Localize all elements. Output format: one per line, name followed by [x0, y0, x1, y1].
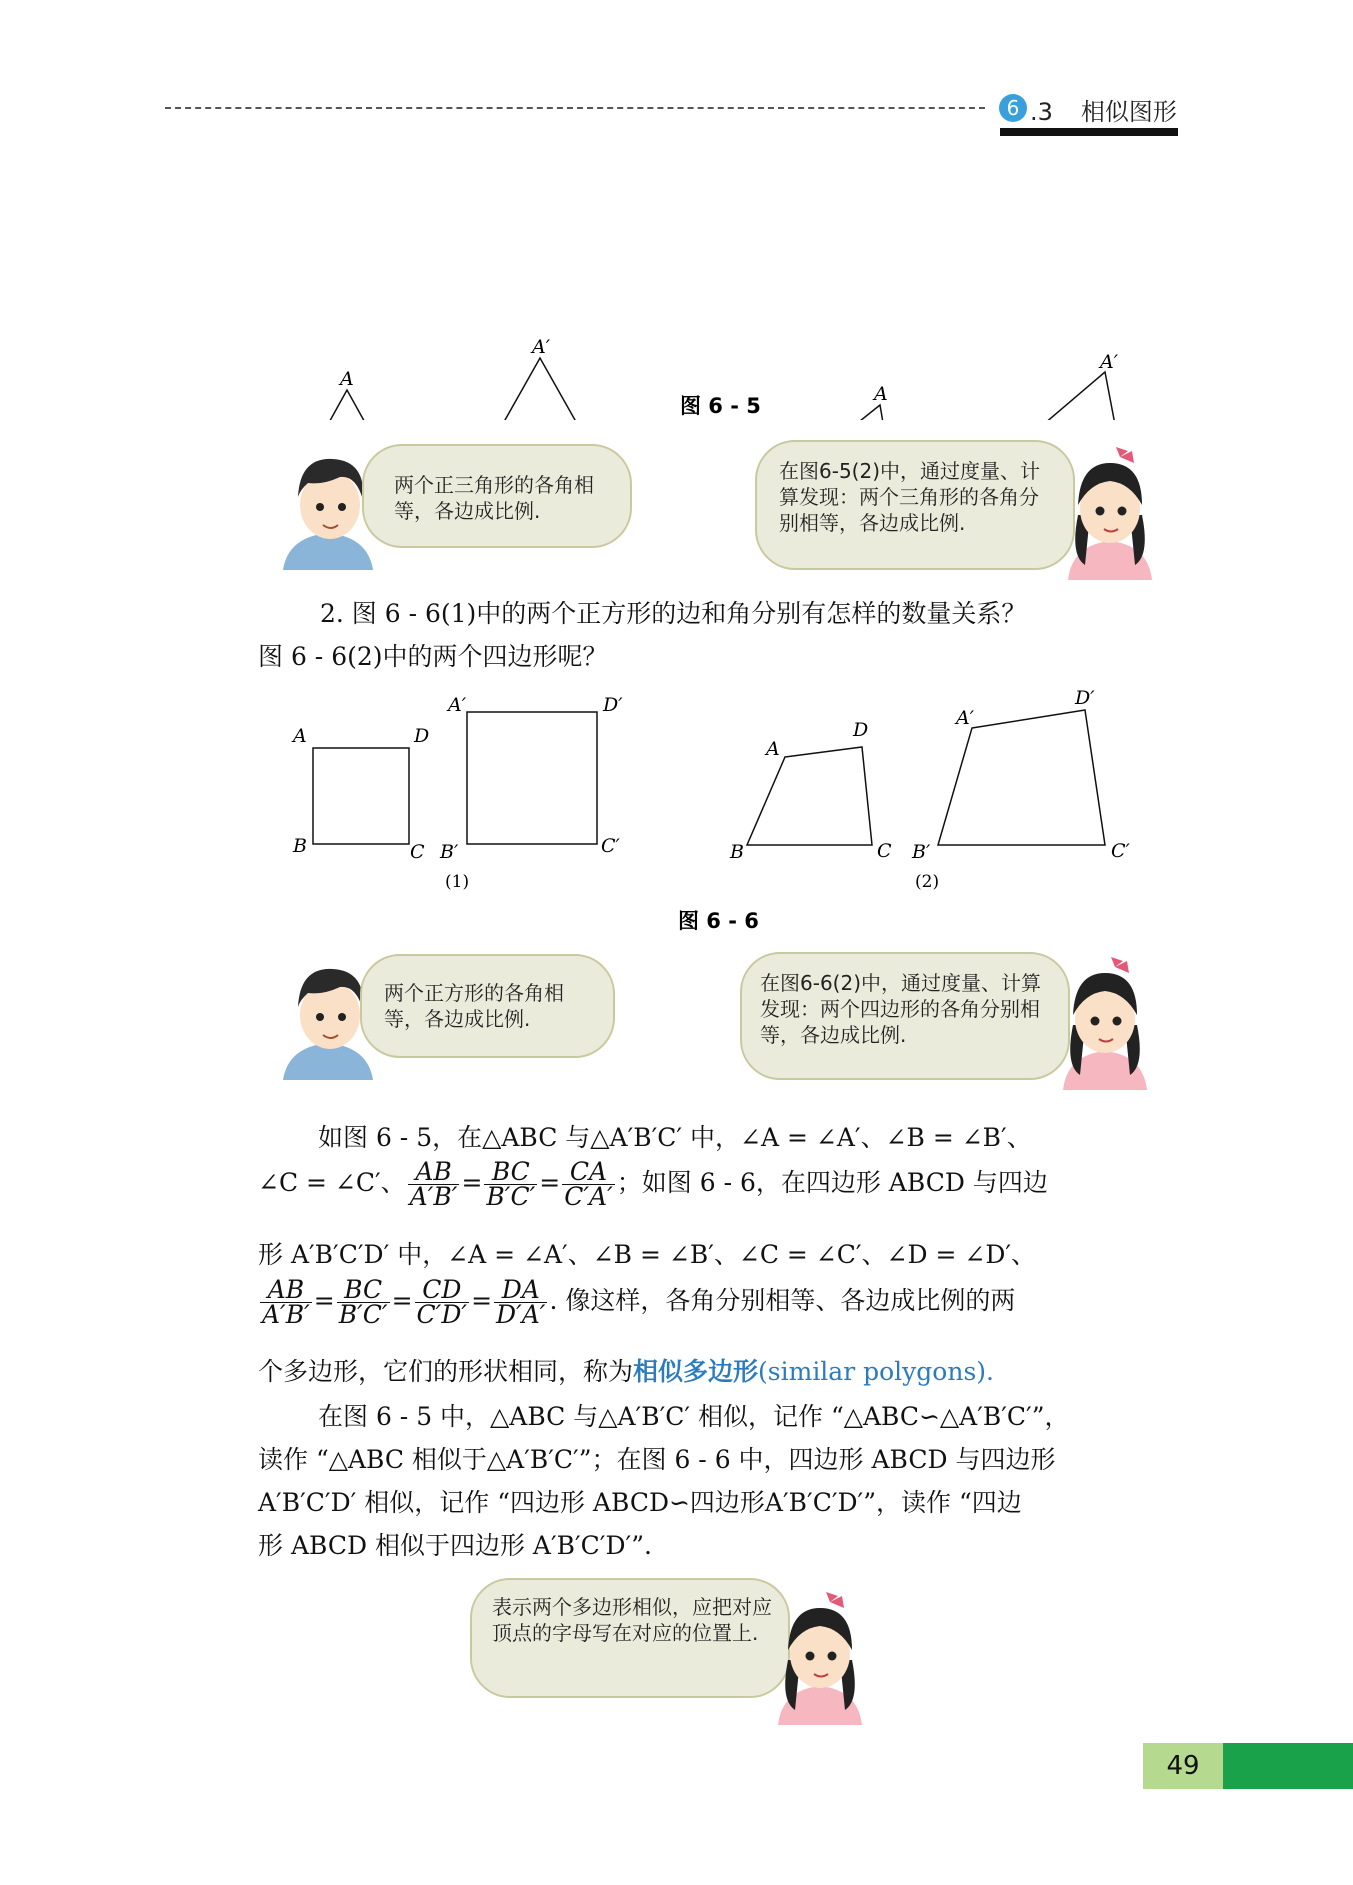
fraction-ca: $\frac{CA}{C'A'}$ — [564, 1157, 613, 1211]
fraction-bc: $\frac{BC}{B'C'}$ — [486, 1157, 536, 1211]
para1-line2: ∠C = ∠C′、 $\frac{AB}{A'B'}$ = $\frac{BC}{B'C'}$ = $\frac{CA}{C'A'}$ ；如图 6 - 6，在四边形 ABCD 与四边 — [258, 1157, 1048, 1211]
speech-bubble-1: 两个正三角形的各角相等，各边成比例. — [362, 444, 632, 548]
sq-label-B: B — [293, 835, 307, 857]
page-number: 49 — [1143, 1743, 1223, 1789]
header-bar — [1000, 128, 1178, 136]
section-title: .3 相似图形 — [1030, 98, 1177, 126]
girl-avatar-2 — [1055, 955, 1155, 1090]
label-A-2: A — [874, 383, 888, 405]
fraction-ab: $\frac{AB}{A'B'}$ — [409, 1157, 458, 1211]
fraction-cd: $\frac{CD}{C'D'}$ — [416, 1275, 468, 1329]
para1-line3: 形 A′B′C′D′ 中，∠A = ∠A′、∠B = ∠B′、∠C = ∠C′、∠D = ∠D′、 — [258, 1240, 1037, 1269]
sq-label-C-prime: C′ — [601, 835, 620, 857]
para1-line1: 如图 6 - 5，在△ABC 与△A′B′C′ 中，∠A = ∠A′、∠B = ∠B′、 — [318, 1123, 1032, 1152]
quad-abcd — [747, 747, 872, 845]
sq-label-D-prime: D′ — [603, 694, 623, 716]
para1-line5: 个多边形，它们的形状相同，称为相似多边形(similar polygons). — [258, 1357, 994, 1386]
speech-bubble-5: 表示两个多边形相似，应把对应顶点的字母写在对应的位置上. — [470, 1578, 790, 1698]
speech-bubble-2: 在图6-5(2)中，通过度量、计算发现：两个三角形的各角分别相等，各边成比例. — [755, 440, 1075, 570]
triangle-a2b2c2-equilateral — [470, 358, 610, 420]
subcaption-6-6-2: (2) — [915, 872, 940, 892]
para1-line4: $\frac{AB}{A'B'}$ = $\frac{BC}{B'C'}$ = $\frac{CD}{C'D'}$ = $\frac{DA}{D'A'}$ . 像这样，各角分别相等、各边成比例的两 — [262, 1275, 1016, 1329]
subcaption-6-6-1: (1) — [445, 872, 470, 892]
fraction-ab-2: $\frac{AB}{A'B'}$ — [262, 1275, 310, 1329]
page-number-bar — [1223, 1743, 1353, 1789]
term-english: (similar polygons). — [758, 1357, 994, 1386]
speech-bubble-4: 在图6-6(2)中，通过度量、计算发现：两个四边形的各角分别相等，各边成比例. — [740, 952, 1070, 1080]
label-A-prime: A′ — [532, 336, 551, 358]
sq-label-C: C — [410, 841, 425, 863]
sq-label-A: A — [293, 725, 307, 747]
girl-avatar — [1060, 445, 1160, 580]
quad-a2b2c2d2 — [938, 710, 1105, 845]
triangle-a2b2c2-scalene — [963, 372, 1128, 420]
figure-caption: 图 6 - 5 — [680, 394, 761, 418]
quad-label-D: D — [853, 719, 869, 741]
section-number-badge: 6 — [999, 94, 1027, 122]
para2-line3: A′B′C′D′ 相似，记作 “四边形 ABCD∽四边形A′B′C′D′”，读作 “四边 — [258, 1488, 1022, 1517]
sq-label-D: D — [414, 725, 430, 747]
question-2-line2: 图 6 - 6(2)中的两个四边形呢？ — [258, 642, 608, 671]
quad-label-C-prime: C′ — [1111, 840, 1130, 862]
square-abcd — [313, 748, 409, 844]
quad-label-A: A — [766, 738, 780, 760]
label-A-prime-2: A′ — [1100, 351, 1119, 373]
question-2-line1: 2. 图 6 - 6(1)中的两个正方形的边和角分别有怎样的数量关系？ — [320, 599, 1027, 628]
header-dashed-rule — [165, 107, 985, 109]
sq-label-B-prime: B′ — [440, 841, 459, 863]
triangle-abc-equilateral — [296, 390, 398, 420]
sq-label-A-prime: A′ — [448, 694, 467, 716]
para2-line4: 形 ABCD 相似于四边形 A′B′C′D′”. — [258, 1531, 652, 1560]
para2-line1: 在图 6 - 5 中，△ABC 与△A′B′C′ 相似，记作 “△ABC∽△A′B′C′”， — [318, 1402, 1070, 1431]
figure-6-6 — [0, 690, 1353, 950]
triangle-abc-scalene — [770, 405, 895, 420]
quad-label-A-prime: A′ — [956, 707, 975, 729]
fraction-da: $\frac{DA}{D'A'}$ — [496, 1275, 546, 1329]
square-a2b2c2d2 — [467, 712, 597, 844]
term-similar-polygons: 相似多边形 — [633, 1357, 759, 1386]
quad-label-B-prime: B′ — [912, 841, 931, 863]
label-A: A — [340, 368, 354, 390]
fraction-bc-2: $\frac{BC}{B'C'}$ — [338, 1275, 388, 1329]
speech-bubble-3: 两个正方形的各角相等，各边成比例. — [360, 954, 615, 1058]
girl-avatar-3 — [770, 1590, 870, 1725]
figure-6-6-caption: 图 6 - 6 — [678, 909, 759, 933]
quad-label-D-prime: D′ — [1075, 690, 1095, 709]
figure-6-5 — [0, 160, 1353, 420]
quad-label-B: B — [730, 841, 744, 863]
quad-label-C: C — [877, 840, 892, 862]
para2-line2: 读作 “△ABC 相似于△A′B′C′”；在图 6 - 6 中，四边形 ABCD 与四边形 — [258, 1445, 1056, 1474]
